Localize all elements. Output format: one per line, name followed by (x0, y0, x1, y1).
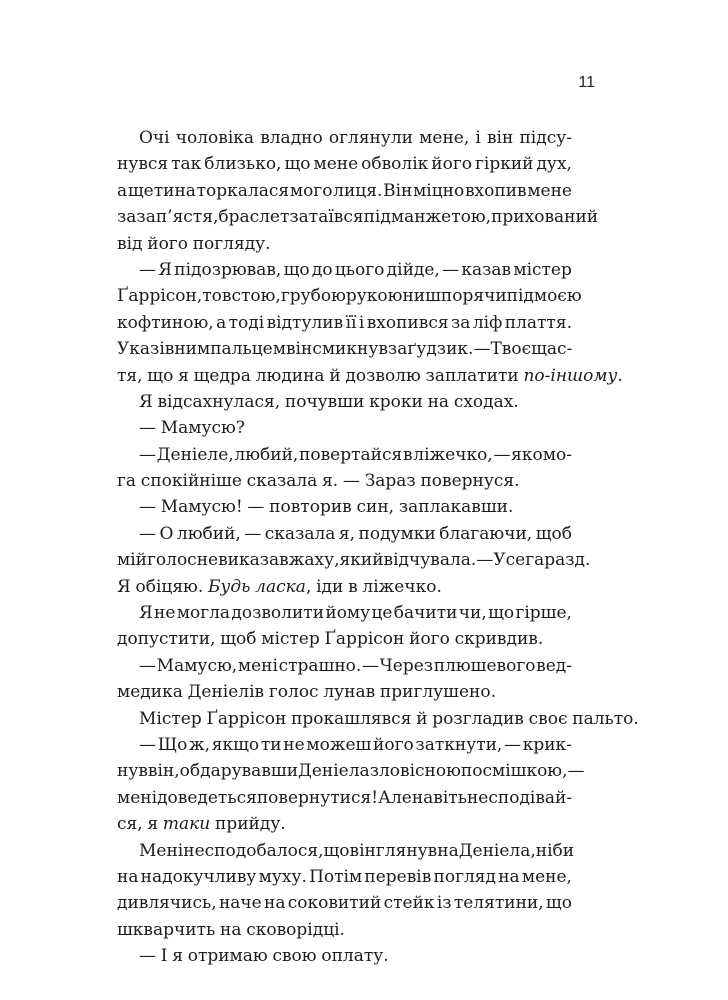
word: і (358, 312, 365, 333)
text-line (117, 442, 572, 468)
word: браслет (218, 207, 290, 228)
word: відчувала. (383, 550, 477, 571)
word: на (498, 866, 520, 887)
word: — (139, 497, 156, 518)
word: повертайся (299, 444, 403, 465)
word: Мамусю! (160, 497, 243, 518)
word: іди (316, 576, 344, 597)
word: Деніелів (187, 682, 265, 703)
word: голос (147, 550, 197, 571)
word: Що (157, 734, 188, 755)
text-line (117, 468, 572, 494)
text-line (117, 389, 572, 415)
text-line (117, 178, 572, 204)
word: він (285, 339, 313, 360)
word: на (263, 893, 286, 914)
word: грубою (280, 286, 346, 307)
text-line (117, 494, 572, 520)
word: своє (528, 708, 568, 729)
word: мого (289, 180, 333, 201)
word: товстою, (202, 286, 281, 307)
word: я, (338, 523, 356, 544)
word: ж, (189, 734, 211, 755)
word: під (506, 286, 534, 307)
word: — (139, 946, 156, 967)
word: від (117, 233, 143, 254)
word: Мені (139, 840, 184, 861)
word: любий, (176, 523, 241, 544)
word: казав (461, 259, 512, 280)
word: обволік (361, 154, 429, 175)
word: вхопив (464, 180, 527, 201)
word: міцно (413, 180, 465, 201)
word: плаття. (504, 312, 572, 333)
word: син, (356, 497, 395, 518)
word: торкалася (196, 180, 290, 201)
word: — (493, 444, 511, 465)
text-line (117, 336, 572, 362)
word: не (154, 603, 176, 624)
word: на (437, 840, 459, 861)
text-line (117, 574, 572, 600)
word: дозволити (231, 603, 325, 624)
text-line (117, 758, 585, 784)
word: чоловіка (175, 128, 255, 148)
word: плюшевого (433, 655, 536, 676)
word: до (311, 259, 333, 280)
word: кроки (369, 391, 423, 412)
word: дозволю (345, 365, 421, 386)
text-line (117, 547, 591, 573)
word: гіркий (474, 154, 534, 175)
word: Ґаррісон (324, 629, 405, 650)
word: — (139, 655, 156, 676)
word: на (220, 919, 242, 940)
word: на (427, 391, 450, 412)
word: шкварчить (117, 919, 216, 940)
word: щедра (193, 365, 251, 386)
word: сходах. (453, 391, 519, 412)
word: ліжечко. (362, 576, 442, 597)
word: щас- (531, 339, 573, 360)
word: моєю (533, 286, 582, 307)
word: й (416, 708, 428, 729)
word: містер (261, 629, 320, 650)
word: — (342, 471, 360, 492)
word: чи, (458, 603, 487, 624)
word: його (431, 154, 472, 175)
word: Ґаррісон (206, 708, 287, 729)
word: який (339, 550, 384, 571)
text-line (117, 231, 572, 257)
word: сподобалося, (204, 840, 324, 861)
word: Будь (208, 576, 251, 597)
word: ліф (472, 312, 503, 333)
word: пальто. (572, 708, 639, 729)
text-line (117, 785, 572, 811)
word: ліжечко, (413, 444, 493, 465)
word: гаразд. (525, 550, 591, 571)
word: — (139, 523, 156, 544)
word: мене (527, 180, 572, 201)
word: телятини, (453, 893, 544, 914)
word: Я (139, 603, 153, 624)
text-line (117, 283, 582, 309)
word: — (139, 734, 156, 755)
word: почувши (284, 391, 365, 412)
word: мене, (521, 866, 572, 887)
word: гірше, (515, 603, 572, 624)
word: спокійніше (140, 471, 242, 492)
word: цього (334, 259, 385, 280)
word: в (348, 576, 358, 597)
word: відсахнулася, (157, 391, 281, 412)
word: прихований (491, 207, 599, 228)
word: отримаю (187, 946, 268, 967)
word: щоб (220, 629, 257, 650)
word: затаївся (289, 207, 364, 228)
text-line (117, 838, 575, 864)
word: оглянули (328, 128, 414, 148)
word: лиця. (333, 180, 383, 201)
word: Містер (139, 708, 202, 729)
word: І (160, 946, 168, 967)
word: подумки (358, 523, 436, 544)
word: тоді (228, 312, 265, 333)
word: за (117, 207, 137, 228)
text-line (117, 310, 572, 336)
word: дійде, (386, 259, 440, 280)
word: ласка, (255, 576, 312, 597)
word: відтулив (266, 312, 344, 333)
word: містер (513, 259, 572, 280)
word: він, (147, 761, 180, 782)
word: Указівним (117, 339, 211, 360)
word: Деніеле, (156, 444, 234, 465)
text-line (117, 864, 572, 890)
word: владно (260, 128, 323, 148)
word: — (442, 259, 460, 280)
word: дивлячись, (117, 893, 217, 914)
word: Але (378, 787, 412, 808)
word: я. (322, 471, 339, 492)
word: якомо- (511, 444, 572, 465)
word: Твоє (490, 339, 532, 360)
word: крик- (522, 734, 572, 755)
word: — (504, 734, 522, 755)
page-number: 11 (578, 74, 595, 91)
word: і (475, 128, 481, 148)
text-line (117, 151, 572, 177)
word: погляд (433, 866, 496, 887)
word: — (139, 418, 156, 439)
word: якщо (211, 734, 260, 755)
word: нувся (117, 154, 169, 175)
word: бачити (393, 603, 458, 624)
word: ніби (535, 840, 575, 861)
text-line (117, 943, 572, 969)
word: щетина (127, 180, 196, 201)
word: прийду. (215, 814, 286, 835)
word: він (486, 128, 514, 148)
word: йому (325, 603, 371, 624)
word: страшно. (278, 655, 362, 676)
word: ся, (117, 814, 143, 835)
word: його (147, 233, 188, 254)
word: близько, (204, 154, 282, 175)
word: що (488, 603, 515, 624)
word: так (171, 154, 202, 175)
text-line (117, 521, 572, 547)
word: він (349, 840, 376, 861)
word: заплакавши. (398, 497, 514, 518)
word: сподівай- (488, 787, 573, 808)
word: манжетою, (390, 207, 492, 228)
word: мені (237, 655, 278, 676)
word: я (147, 814, 159, 835)
word: вхопився (366, 312, 449, 333)
word: жаху, (288, 550, 340, 571)
word: допустити, (117, 629, 216, 650)
word: надокучливу (140, 866, 257, 887)
text-line (117, 204, 599, 230)
word: мене (313, 154, 359, 175)
word: оплату. (321, 946, 389, 967)
word: голос (268, 682, 319, 703)
text-line (117, 626, 572, 652)
word: нишпорячи (402, 286, 507, 307)
text-line (117, 415, 572, 441)
word: пальцем (210, 339, 286, 360)
word: медика (117, 682, 183, 703)
word: це (371, 603, 393, 624)
word: — (476, 550, 494, 571)
word: сковорідці. (246, 919, 345, 940)
word: із (436, 893, 452, 914)
word: я (178, 365, 189, 386)
word: що (284, 154, 311, 175)
word: можеш (306, 734, 372, 755)
word: наче (218, 893, 262, 914)
word: О (159, 523, 174, 544)
word: не (196, 550, 219, 571)
word: Ґаррісон, (117, 286, 203, 307)
word: зловісною (369, 761, 461, 782)
word: ґудзик. (407, 339, 474, 360)
word: за (450, 312, 471, 333)
word: й (329, 365, 341, 386)
word: мені (117, 787, 158, 808)
word: погляду. (192, 233, 271, 254)
word: смикнув (312, 339, 388, 360)
word: перевів (364, 866, 432, 887)
word: кофтиною, (117, 312, 214, 333)
word: обіцяю. (135, 576, 204, 597)
word: що (283, 259, 310, 280)
text-line (117, 257, 572, 283)
word: посмішкою, (460, 761, 568, 782)
word: вед- (536, 655, 572, 676)
word: а (117, 180, 128, 201)
text-line (117, 706, 639, 732)
word: щоб (535, 523, 572, 544)
body-text (117, 125, 639, 970)
word: приглушено. (379, 682, 497, 703)
word: під (363, 207, 391, 228)
word: Деніела, (458, 840, 536, 861)
word: рукою (345, 286, 403, 307)
word: могла (176, 603, 231, 624)
word: сказала (264, 523, 336, 544)
word: Мамусю? (160, 418, 245, 439)
word: — (361, 655, 379, 676)
word: Мамусю, (156, 655, 238, 676)
text-line (117, 125, 572, 151)
word: по-іншому. (523, 365, 623, 386)
text-line (117, 732, 572, 758)
word: глянув (375, 840, 438, 861)
word: благаючи, (439, 523, 533, 544)
word: а (216, 312, 227, 333)
word: підозрював, (174, 259, 282, 280)
word: стейк (383, 893, 435, 914)
text-line (117, 917, 572, 943)
word: скривдив. (454, 629, 544, 650)
text-line (117, 653, 572, 679)
word: тя, (117, 365, 143, 386)
word: Зараз (364, 471, 416, 492)
word: не (283, 734, 305, 755)
word: сказала (246, 471, 318, 492)
word: — (567, 761, 585, 782)
word: — (247, 497, 265, 518)
word: його (409, 629, 450, 650)
text-line (117, 890, 572, 916)
word: Деніела (298, 761, 370, 782)
word: лунав (323, 682, 376, 703)
word: — (473, 339, 491, 360)
word: га (117, 471, 137, 492)
word: муху. (258, 866, 307, 887)
text-line (117, 600, 572, 626)
word: на (117, 866, 139, 887)
word: людина (255, 365, 325, 386)
word: навіть (411, 787, 467, 808)
word: повернуся. (420, 471, 520, 492)
word: заплатити (425, 365, 519, 386)
word: що (323, 840, 350, 861)
word: соковитий (287, 893, 382, 914)
word: за (387, 339, 408, 360)
word: Я (117, 576, 131, 597)
word: — (139, 259, 156, 280)
word: ти (260, 734, 282, 755)
word: в (402, 444, 413, 465)
word: повторив (269, 497, 352, 518)
text-line (117, 679, 572, 705)
word: не (183, 840, 205, 861)
word: розгладив (432, 708, 524, 729)
word: мій (117, 550, 147, 571)
word: — (139, 444, 156, 465)
word: дух, (536, 154, 572, 175)
text-line (117, 811, 572, 837)
word: таки (162, 814, 211, 835)
word: мене, (419, 128, 470, 148)
word: що (545, 893, 572, 914)
word: Очі (139, 128, 170, 148)
word: повернутися! (256, 787, 379, 808)
word: виказав (218, 550, 289, 571)
word: Усе (493, 550, 526, 571)
text-line (117, 363, 623, 389)
word: обдарувавши (179, 761, 299, 782)
word: — (244, 523, 262, 544)
word: Я (139, 391, 153, 412)
word: не (466, 787, 489, 808)
word: свою (272, 946, 317, 967)
word: її (345, 312, 357, 333)
word: зап’ястя, (136, 207, 219, 228)
word: що (147, 365, 174, 386)
word: Він (383, 180, 413, 201)
word: прокашлявся (291, 708, 412, 729)
word: любий, (234, 444, 299, 465)
word: підсу- (519, 128, 572, 148)
word: я (172, 946, 183, 967)
word: його (373, 734, 414, 755)
word: Я (158, 259, 172, 280)
word: нув (117, 761, 148, 782)
word: доведеться (157, 787, 257, 808)
word: Потім (309, 866, 363, 887)
word: Через (379, 655, 434, 676)
word: заткнути, (415, 734, 503, 755)
